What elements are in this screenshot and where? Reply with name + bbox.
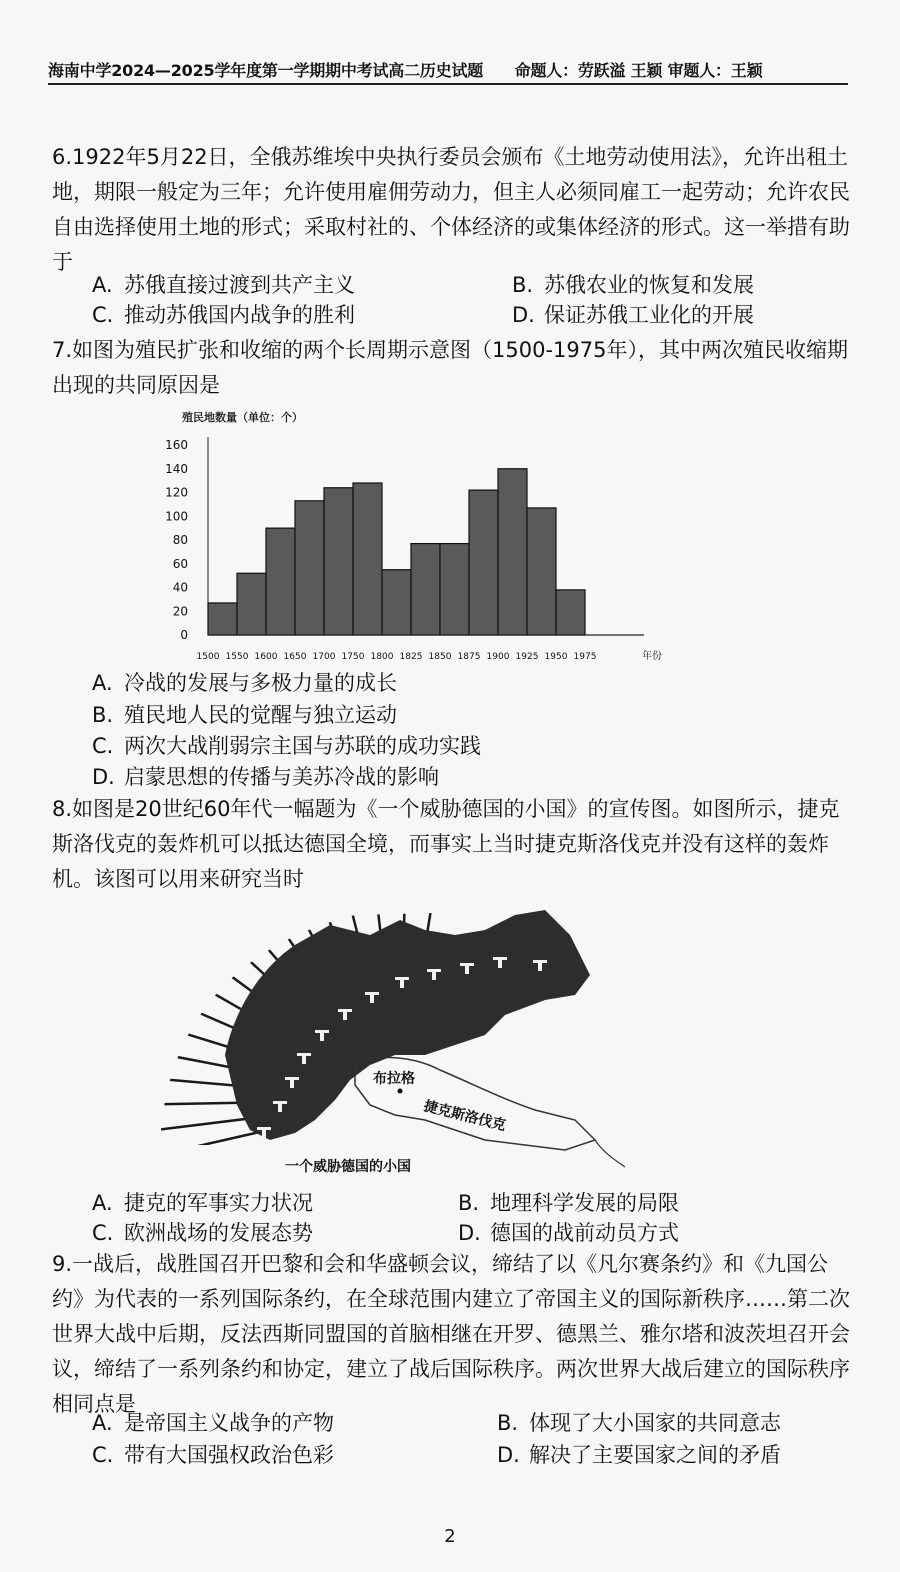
bar-1825 bbox=[411, 544, 440, 635]
y-tick-label: 0 bbox=[180, 628, 188, 642]
option-text: 体现了大小国家的共同意志 bbox=[529, 1411, 781, 1435]
option-letter: A. bbox=[92, 1191, 113, 1215]
option-text: 是帝国主义战争的产物 bbox=[124, 1411, 334, 1435]
bar-1600 bbox=[266, 528, 295, 635]
bar-1925 bbox=[527, 508, 556, 635]
map-svg bbox=[155, 905, 625, 1180]
option-text: 欧洲战场的发展态势 bbox=[124, 1221, 313, 1245]
x-tick-label: 1850 bbox=[428, 652, 452, 662]
option-letter: D. bbox=[92, 765, 115, 789]
y-tick-label: 20 bbox=[172, 604, 188, 619]
q8-option-a[interactable] bbox=[92, 1188, 313, 1218]
q8-option-d[interactable] bbox=[458, 1218, 679, 1248]
option-text: 捷克的军事实力状况 bbox=[124, 1191, 313, 1215]
option-text: 两次大战削弱宗主国与苏联的成功实践 bbox=[124, 734, 481, 758]
q9-option-b[interactable] bbox=[497, 1408, 781, 1438]
q9-option-c[interactable] bbox=[92, 1440, 334, 1470]
y-tick-label: 160 bbox=[165, 438, 188, 452]
x-tick-label: 1500 bbox=[196, 652, 220, 662]
x-tick-label: 1650 bbox=[283, 652, 307, 662]
y-tick-label: 120 bbox=[165, 485, 188, 500]
colony-bar-chart bbox=[160, 405, 680, 665]
option-text: 苏俄农业的恢复和发展 bbox=[544, 273, 754, 297]
q7-option-d[interactable] bbox=[92, 762, 439, 792]
prague-label: 布拉格 bbox=[373, 1071, 415, 1087]
option-letter: A. bbox=[92, 273, 113, 297]
exam-header: 海南中学2024—2025学年度第一学期期中考试高二历史试题 命题人：劳跃溢 王颖 审题人：王颖 bbox=[48, 58, 848, 85]
prague-dot bbox=[398, 1089, 403, 1094]
q6-option-a[interactable] bbox=[92, 270, 355, 300]
option-letter: D. bbox=[497, 1443, 520, 1467]
y-tick-label: 140 bbox=[165, 461, 188, 476]
option-text: 保证苏俄工业化的开展 bbox=[544, 303, 754, 327]
bar-1500 bbox=[208, 603, 237, 635]
x-tick-label: 1600 bbox=[254, 652, 278, 662]
q8-option-b[interactable] bbox=[458, 1188, 679, 1218]
bar-1950 bbox=[556, 590, 585, 635]
bar-1650 bbox=[295, 501, 324, 635]
x-tick-label: 1950 bbox=[544, 652, 568, 662]
q7-option-c[interactable] bbox=[92, 731, 481, 761]
y-tick-label: 100 bbox=[165, 509, 188, 524]
question-6-stem: 6.1922年5月22日，全俄苏维埃中央执行委员会颁布《土地劳动使用法》，允许出租土地，期限一般定为三年；允许使用雇佣劳动力，但主人必须同雇工一起劳动；允许农民自由选择使用土地的形式；采取村社的、个体经济的或集体经济的形式。这一举措有助于 bbox=[52, 145, 850, 274]
q6-option-c[interactable] bbox=[92, 300, 355, 330]
bar-1900 bbox=[498, 469, 527, 635]
x-tick-label: 1700 bbox=[312, 652, 336, 662]
option-text: 解决了主要国家之间的矛盾 bbox=[529, 1443, 781, 1467]
chart-title: 殖民地数量（单位：个） bbox=[182, 411, 303, 424]
x-tick-label: 1750 bbox=[341, 652, 365, 662]
option-letter: C. bbox=[92, 1443, 114, 1467]
bar-1800 bbox=[382, 570, 411, 635]
question-9-stem: 9.一战后，战胜国召开巴黎和会和华盛顿会议，缔结了以《凡尔赛条约》和《九国公约》为代表的一系列国际条约，在全球范围内建立了帝国主义的国际新秩序……第二次世界大战中后期，反法西斯同盟国的首脑相继在开罗、德黑兰、雅尔塔和波茨坦召开会议，缔结了一系列条约和协定，建立了战后国际秩序。两次世界大战后建立的国际秩序相同点是 bbox=[52, 1252, 850, 1416]
x-tick-label: 1975 bbox=[573, 652, 597, 662]
option-letter: B. bbox=[458, 1191, 480, 1215]
page-number: 2 bbox=[444, 1526, 456, 1547]
option-letter: D. bbox=[458, 1221, 481, 1245]
x-tick-label: 1800 bbox=[370, 652, 394, 662]
question-7-stem: 7.如图为殖民扩张和收缩的两个长周期示意图（1500-1975年），其中两次殖民收缩期出现的共同原因是 bbox=[52, 338, 848, 397]
option-text: 冷战的发展与多极力量的成长 bbox=[124, 671, 397, 695]
question-8-stem: 8.如图是20世纪60年代一幅题为《一个威胁德国的小国》的宣传图。如图所示，捷克斯洛伐克的轰炸机可以抵达德国全境，而事实上当时捷克斯洛伐克并没有这样的轰炸机。该图可以用来研究当时 bbox=[52, 797, 840, 891]
x-tick-label: 1900 bbox=[486, 652, 510, 662]
option-letter: B. bbox=[497, 1411, 519, 1435]
option-text: 地理科学发展的局限 bbox=[490, 1191, 679, 1215]
x-tick-label: 1875 bbox=[457, 652, 481, 662]
bar-1700 bbox=[324, 488, 353, 635]
x-tick-label: 1925 bbox=[515, 652, 539, 662]
option-text: 殖民地人民的觉醒与独立运动 bbox=[124, 703, 397, 727]
q7-option-a[interactable] bbox=[92, 668, 397, 698]
q6-option-b[interactable] bbox=[512, 270, 754, 300]
y-tick-label: 40 bbox=[172, 580, 188, 595]
bar-1550 bbox=[237, 573, 266, 635]
bar-1850 bbox=[440, 544, 469, 635]
option-text: 启蒙思想的传播与美苏冷战的影响 bbox=[124, 765, 439, 789]
option-letter: B. bbox=[512, 273, 534, 297]
y-tick-label: 60 bbox=[172, 556, 188, 571]
option-text: 苏俄直接过渡到共产主义 bbox=[124, 273, 355, 297]
border-line bbox=[595, 1140, 625, 1167]
option-letter: D. bbox=[512, 303, 535, 327]
option-letter: A. bbox=[92, 1411, 113, 1435]
y-tick-label: 80 bbox=[172, 533, 188, 547]
option-letter: A. bbox=[92, 671, 113, 695]
czechoslovakia-label: 捷克斯洛伐克 bbox=[422, 1098, 508, 1135]
bar-1875 bbox=[469, 490, 498, 635]
propaganda-map bbox=[155, 905, 625, 1180]
q9-option-a[interactable] bbox=[92, 1408, 334, 1438]
q6-option-d[interactable] bbox=[512, 300, 754, 330]
q8-option-c[interactable] bbox=[92, 1218, 313, 1248]
q9-option-d[interactable] bbox=[497, 1440, 781, 1470]
q7-option-b[interactable] bbox=[92, 700, 397, 730]
option-text: 推动苏俄国内战争的胜利 bbox=[124, 303, 355, 327]
option-text: 带有大国强权政治色彩 bbox=[124, 1443, 334, 1467]
chart-x-axis-label: 年份 bbox=[642, 651, 662, 662]
chart-svg bbox=[160, 405, 680, 665]
x-tick-label: 1550 bbox=[225, 652, 249, 662]
bar-1750 bbox=[353, 483, 382, 635]
option-letter: C. bbox=[92, 734, 114, 758]
option-text: 德国的战前动员方式 bbox=[490, 1221, 679, 1245]
option-letter: C. bbox=[92, 1221, 114, 1245]
map-caption: 一个威胁德国的小国 bbox=[285, 1159, 411, 1175]
x-tick-label: 1825 bbox=[399, 652, 423, 662]
option-letter: B. bbox=[92, 703, 114, 727]
option-letter: C. bbox=[92, 303, 114, 327]
